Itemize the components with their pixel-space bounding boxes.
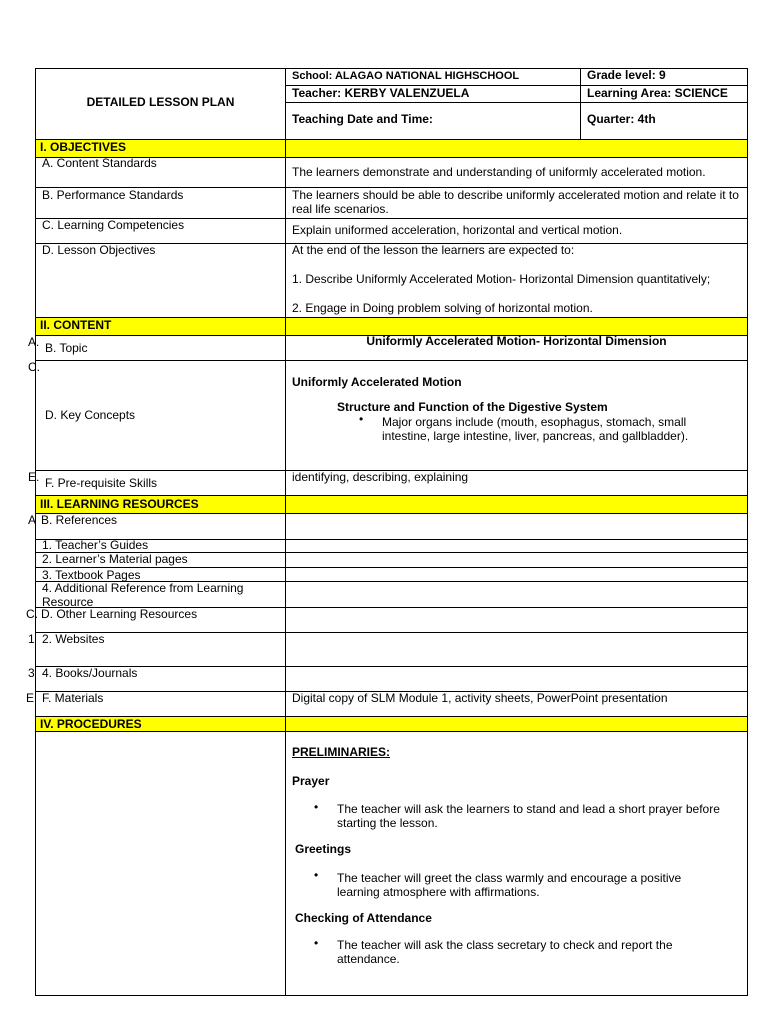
lesson-objectives-intro: At the end of the lesson the learners are expected to: <box>292 243 575 257</box>
school-field: School: ALAGAO NATIONAL HIGHSCHOOL <box>292 70 520 82</box>
topic-label: B. Topic <box>45 341 88 355</box>
grade-level-field: Grade level: 9 <box>587 68 666 82</box>
key-concept-bullet: Major organs include (mouth, esophagus, stomach, small intestine, large intestine, liver, pancreas, and gallbladder). <box>382 415 689 443</box>
learning-area-field: Learning Area: SCIENCE <box>587 86 728 100</box>
learning-competencies-label: C. Learning Competencies <box>42 218 185 232</box>
procedures-heading: IV. PROCEDURES <box>40 717 142 731</box>
resources-marker-3: 3 <box>28 666 35 680</box>
resources-marker-e: E <box>26 691 35 705</box>
key-concept-title: Uniformly Accelerated Motion <box>292 375 462 389</box>
procedures-band <box>36 717 747 731</box>
lesson-objective-1: 1. Describe Uniformly Accelerated Motion- Horizontal Dimension quantitatively; <box>292 272 711 286</box>
additional-reference-label: 4. Additional Reference from Learning Resource <box>42 581 244 609</box>
resources-marker-1: 1 <box>28 632 35 646</box>
learners-material-label: 2. Learner’s Material pages <box>42 552 188 566</box>
teacher-field: Teacher: KERBY VALENZUELA <box>292 86 470 100</box>
references-label: B. References <box>41 513 118 527</box>
materials-text: Digital copy of SLM Module 1, activity sheets, PowerPoint presentation <box>292 691 668 705</box>
websites-label: 2. Websites <box>42 632 105 646</box>
prayer-heading: Prayer <box>292 774 330 788</box>
prayer-text: The teacher will ask the learners to stand and lead a short prayer before starting the lesson. <box>337 802 720 830</box>
key-concept-subtitle: Structure and Function of the Digestive System <box>337 400 608 414</box>
lesson-objectives-label: D. Lesson Objectives <box>42 243 156 257</box>
learning-competencies-text: Explain uniformed acceleration, horizontal and vertical motion. <box>292 223 623 237</box>
resources-marker-c: C. <box>26 607 38 621</box>
resources-marker-a: A <box>28 513 37 527</box>
lesson-objective-2: 2. Engage in Doing problem solving of horizontal motion. <box>292 301 593 315</box>
books-label: 4. Books/Journals <box>42 666 138 680</box>
greetings-text: The teacher will greet the class warmly and encourage a positive learning atmosphere with affirmations. <box>337 871 682 899</box>
prereq-label: F. Pre-requisite Skills <box>45 476 158 490</box>
textbook-pages-label: 3. Textbook Pages <box>42 568 141 582</box>
teachers-guides-label: 1. Teacher’s Guides <box>42 538 149 552</box>
content-marker-e: E. <box>28 470 40 484</box>
teaching-date-field: Teaching Date and Time: <box>292 112 433 126</box>
objectives-band <box>36 139 747 157</box>
bullet-icon: • <box>314 868 319 882</box>
prereq-text: identifying, describing, explaining <box>292 470 469 484</box>
content-heading: II. CONTENT <box>40 318 112 332</box>
attendance-text: The teacher will ask the class secretary to check and report the attendance. <box>337 938 673 966</box>
bullet-icon: • <box>314 936 319 950</box>
page-title: DETAILED LESSON PLAN <box>86 95 235 109</box>
greetings-heading: Greetings <box>295 842 352 856</box>
materials-label: F. Materials <box>42 691 104 705</box>
content-marker-c: C. <box>28 360 40 374</box>
topic-text: Uniformly Accelerated Motion- Horizontal Dimension <box>366 334 667 348</box>
other-resources-label: D. Other Learning Resources <box>41 607 198 621</box>
performance-standards-label: B. Performance Standards <box>42 188 184 202</box>
performance-standards-text: The learners should be able to describe uniformly accelerated motion and relate it to real life scenarios. <box>292 188 739 216</box>
attendance-heading: Checking of Attendance <box>295 911 432 925</box>
objectives-heading: I. OBJECTIVES <box>40 140 127 154</box>
content-marker-a: A. <box>28 335 40 349</box>
content-band <box>36 317 747 335</box>
resources-heading: III. LEARNING RESOURCES <box>40 497 199 511</box>
key-concepts-label: D. Key Concepts <box>45 408 136 422</box>
bullet-icon: • <box>314 800 319 814</box>
preliminaries-heading: PRELIMINARIES: <box>292 745 391 759</box>
content-standards-label: A. Content Standards <box>42 156 157 170</box>
content-standards-text: The learners demonstrate and understanding of uniformly accelerated motion. <box>292 165 706 179</box>
bullet-icon: • <box>359 412 364 426</box>
quarter-field: Quarter: 4th <box>587 112 656 126</box>
